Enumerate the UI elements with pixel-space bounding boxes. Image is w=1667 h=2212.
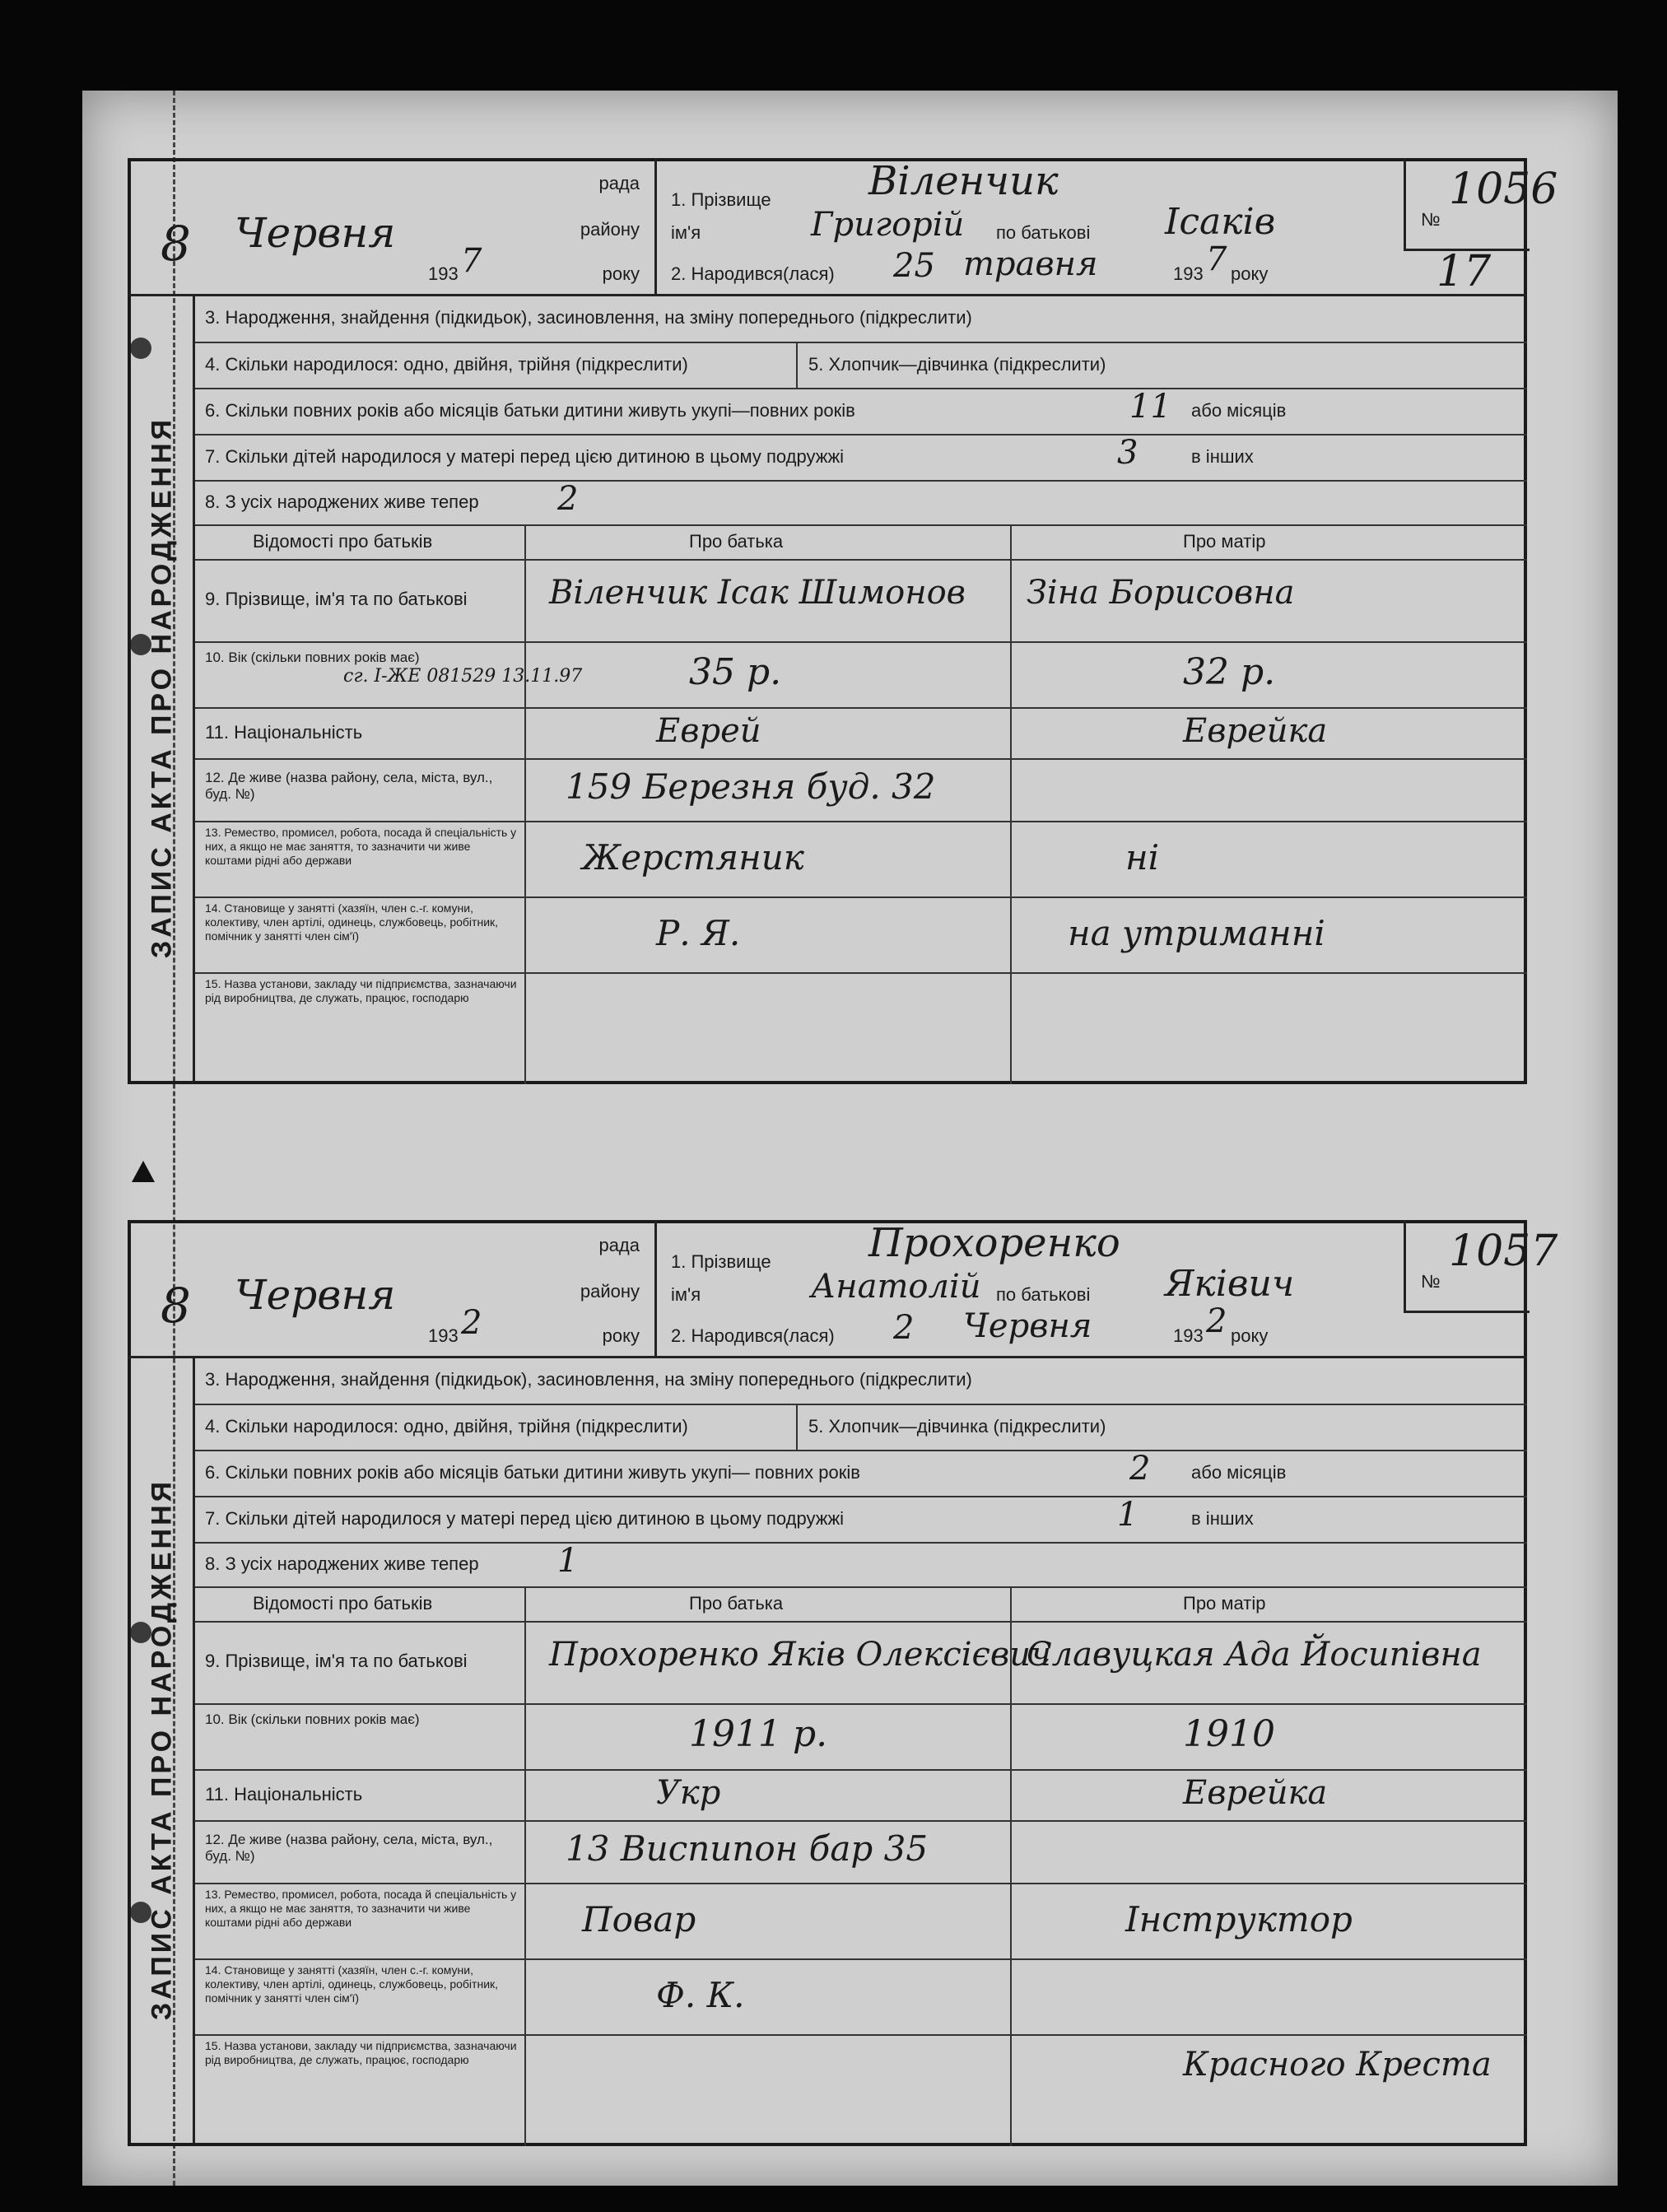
table-r12: 12. Де живе (назва району, села, міста, вул., буд. №) [205, 770, 493, 802]
born-roku-label: року [1231, 263, 1269, 284]
row-15 [195, 2034, 1527, 2100]
rows-r7-value: 1 [1117, 1496, 1138, 1534]
table-r10-father: 35 р. [689, 651, 782, 693]
table-r12: 12. Де живе (назва району, села, міста, вул., буд. №) [205, 1832, 493, 1864]
table-r14-father: Р. Я. [656, 913, 741, 953]
row-14 [195, 896, 1527, 974]
rows-r7-other: в інших [1191, 1508, 1254, 1529]
child-name-block [654, 1220, 1404, 1356]
side-title-column [131, 1356, 195, 2143]
record-header [128, 1220, 1558, 1358]
table-r14-mother: на утриманні [1068, 913, 1325, 953]
born-year-prefix: 193 [1173, 1325, 1204, 1346]
reg-day: 8 [161, 216, 191, 272]
table-r10: 10. Вік (скільки повних років має) [205, 650, 420, 665]
rows-r7: 7. Скільки дітей народилося у матері перед цією дитиною в цьому подружжі [205, 446, 845, 467]
record-number-box [1404, 1220, 1558, 1313]
triangle-mark-icon [132, 1161, 155, 1182]
table-col-mother: Про матір [1183, 1593, 1266, 1614]
table-r10: 10. Вік (скільки повних років має) [205, 1711, 420, 1727]
table-col-info: Відомості про батьків [253, 1593, 433, 1614]
row-12 [195, 758, 1527, 822]
table-r11-mother: Еврейка [1183, 1774, 1328, 1812]
parents-table-header [195, 524, 1527, 561]
child-patronymic: Ісаків [1165, 201, 1276, 243]
raionu-label: району [580, 219, 640, 240]
row-3 [195, 294, 1527, 343]
row-8 [195, 1542, 1527, 1588]
number-label: № [1421, 209, 1441, 230]
record-header [128, 158, 1558, 296]
registration-date-block [128, 158, 657, 294]
born-roku-label: року [1231, 1325, 1269, 1346]
rows-r6: 6. Скільки повних років або місяців батьки дитини живуть укупі— повних років [205, 1462, 860, 1483]
roku-label: року [602, 1325, 640, 1346]
row-8 [195, 480, 1527, 526]
table-r10-mother: 32 р. [1183, 651, 1276, 693]
row-13 [195, 821, 1527, 898]
rows-r3: 3. Народження, знайдення (підкидьок), засиновлення, на зміну попереднього (підкреслити) [205, 307, 972, 328]
table-r13: 13. Ремество, промисел, робота, посада й спеціальність у них, а якщо не має заняття, то зазначити чи живе коштами рідні або держави [205, 826, 517, 867]
child-surname: Віленчик [868, 158, 1059, 204]
table-r10-father: 1911 р. [689, 1713, 828, 1755]
rada-label: рада [598, 1235, 640, 1255]
number-label: № [1421, 1271, 1441, 1292]
born-label: 2. Народився(лася) [671, 263, 835, 284]
side-title-column [131, 294, 195, 1081]
born-year-suffix: 2 [1206, 1302, 1227, 1340]
reg-year-suffix: 2 [461, 1304, 482, 1342]
table-r13-mother: ні [1125, 837, 1160, 878]
born-year-prefix: 193 [1173, 263, 1204, 284]
table-col-info: Відомості про батьків [253, 531, 433, 552]
column-divider [796, 342, 798, 388]
table-r14: 14. Становище у занятті (хазяїн, член с.-г. комуни, колективу, член артілі, одинець, службовець, робітник, помічник у занятті член сім'ї) [205, 1963, 499, 2005]
rows-r7: 7. Скільки дітей народилося у матері перед цією дитиною в цьому подружжі [205, 1508, 845, 1529]
table-r14-father: Ф. К. [656, 1975, 745, 2015]
reg-month: Червня [235, 1271, 396, 1319]
patronymic-label: по батькові [996, 222, 1091, 243]
born-month: травня [963, 245, 1098, 283]
table-r11: 11. Національність [205, 722, 363, 743]
table-r11-father: Укр [656, 1774, 721, 1812]
table-r14: 14. Становище у занятті (хазяїн, член с.-г. комуни, колективу, член артілі, одинець, службовець, робітник, помічник у занятті член сім'ї) [205, 901, 499, 943]
rows-r5: 5. Хлопчик—дівчинка (підкреслити) [808, 1416, 1106, 1437]
row-7 [195, 434, 1527, 482]
born-day: 25 [893, 247, 935, 285]
table-r13-father: Жерстяник [582, 837, 804, 878]
reg-month: Червня [235, 209, 396, 257]
table-r9-mother: Зіна Борисовна [1027, 574, 1295, 612]
row-10 [195, 641, 1527, 709]
child-name-block [654, 158, 1404, 294]
table-r11-mother: Еврейка [1183, 712, 1328, 750]
table-r12-value: 159 Березня буд. 32 [566, 766, 936, 807]
record-number: 1057 [1449, 1227, 1558, 1276]
rows-r6-value: 11 [1129, 388, 1171, 426]
name-label: ім'я [671, 222, 701, 243]
roku-label: року [602, 263, 640, 284]
rada-label: рада [598, 173, 640, 193]
birth-record-1057 [128, 1220, 1558, 2146]
row-11 [195, 707, 1527, 760]
table-r13: 13. Ремество, промисел, робота, посада й спеціальність у них, а якщо не має заняття, то зазначити чи живе коштами рідні або держави [205, 1888, 517, 1929]
record-number: 1056 [1449, 165, 1558, 214]
rows-r6-value: 2 [1129, 1450, 1151, 1488]
rows-r7-value: 3 [1117, 434, 1138, 472]
reg-year-prefix: 193 [428, 1325, 459, 1346]
child-patronymic: Яківич [1165, 1263, 1295, 1305]
rows-r7-other: в інших [1191, 446, 1254, 467]
table-col-father: Про батька [689, 1593, 784, 1614]
row-10 [195, 1703, 1527, 1771]
parents-table [195, 1586, 1527, 2146]
extra-number: 17 [1437, 247, 1492, 296]
birth-record-1056 [128, 158, 1558, 1084]
rows-r8: 8. З усіх народжених живе тепер [205, 491, 479, 512]
side-title: ЗАПИС АКТА ПРО НАРОДЖЕННЯ [146, 416, 177, 959]
reg-year-suffix: 7 [461, 242, 482, 280]
row-6 [195, 1450, 1527, 1497]
child-name: Григорій [811, 206, 965, 244]
patronymic-label: по батькові [996, 1284, 1091, 1305]
born-label: 2. Народився(лася) [671, 1325, 835, 1346]
row-13 [195, 1883, 1527, 1960]
rows-r8: 8. З усіх народжених живе тепер [205, 1553, 479, 1574]
table-r9-mother: Славуцкая Ада Йосипівна [1027, 1636, 1482, 1674]
column-divider [796, 1404, 798, 1450]
surname-label: 1. Прізвище [671, 1251, 771, 1272]
rows-r4: 4. Скільки народилося: одно, двійня, трійня (підкреслити) [205, 1416, 688, 1437]
rows-r8-value: 2 [557, 480, 579, 518]
rows-r8-value: 1 [557, 1542, 579, 1580]
row-14 [195, 1958, 1527, 2036]
table-r9-father: Віленчик Ісак Шимонов [549, 574, 966, 612]
table-r10-note: сг. І-ЖЕ 081529 13.11.97 [343, 666, 583, 687]
row-15 [195, 972, 1527, 1038]
row-7 [195, 1496, 1527, 1544]
row-6 [195, 388, 1527, 435]
table-r15: 15. Назва установи, закладу чи підприємства, зазначаючи рід виробництва, де служать, працює, господарю [205, 2039, 517, 2066]
born-year-suffix: 7 [1206, 240, 1227, 278]
rows-r3: 3. Народження, знайдення (підкидьок), засиновлення, на зміну попереднього (підкреслити) [205, 1369, 972, 1390]
raionu-label: району [580, 1281, 640, 1302]
parents-table [195, 524, 1527, 1084]
row-9 [195, 1621, 1527, 1705]
table-r9: 9. Прізвище, ім'я та по батькові [205, 1651, 468, 1671]
registration-date-block [128, 1220, 657, 1356]
table-r13-mother: Інструктор [1125, 1899, 1353, 1940]
row-12 [195, 1820, 1527, 1884]
row-4-5 [195, 1404, 1527, 1451]
born-month: Червня [963, 1307, 1092, 1345]
table-r9: 9. Прізвище, ім'я та по батькові [205, 589, 468, 609]
table-r10-mother: 1910 [1183, 1713, 1275, 1755]
table-col-father: Про батька [689, 531, 784, 552]
born-day: 2 [893, 1309, 915, 1347]
surname-label: 1. Прізвище [671, 189, 771, 210]
row-9 [195, 559, 1527, 643]
table-r11: 11. Національність [205, 1784, 363, 1805]
row-3 [195, 1356, 1527, 1405]
row-4-5 [195, 342, 1527, 389]
child-name: Анатолій [811, 1268, 981, 1306]
table-r11-father: Еврей [656, 712, 761, 750]
side-title: ЗАПИС АКТА ПРО НАРОДЖЕННЯ [146, 1478, 177, 2021]
row-11 [195, 1769, 1527, 1822]
rows-r6-months: або місяців [1191, 400, 1287, 421]
rows-r6-months: або місяців [1191, 1462, 1287, 1483]
reg-year-prefix: 193 [428, 263, 459, 284]
table-r15: 15. Назва установи, закладу чи підприємства, зазначаючи рід виробництва, де служать, працює, господарю [205, 977, 517, 1004]
table-r13-father: Повар [582, 1899, 696, 1940]
rows-r6: 6. Скільки повних років або місяців батьки дитини живуть укупі—повних років [205, 400, 855, 421]
table-r12-value: 13 Виспипон бар 35 [566, 1828, 929, 1869]
rows-r5: 5. Хлопчик—дівчинка (підкреслити) [808, 354, 1106, 375]
table-r15-mother: Красного Креста [1183, 2046, 1492, 2084]
parents-table-header [195, 1586, 1527, 1623]
rows-r4: 4. Скільки народилося: одно, двійня, трійня (підкреслити) [205, 354, 688, 375]
record-number-box [1404, 158, 1558, 251]
table-r9-father: Прохоренко Яків Олексієвич [549, 1636, 1051, 1674]
child-surname: Прохоренко [868, 1220, 1120, 1266]
reg-day: 8 [161, 1278, 191, 1334]
table-col-mother: Про матір [1183, 531, 1266, 552]
name-label: ім'я [671, 1284, 701, 1305]
